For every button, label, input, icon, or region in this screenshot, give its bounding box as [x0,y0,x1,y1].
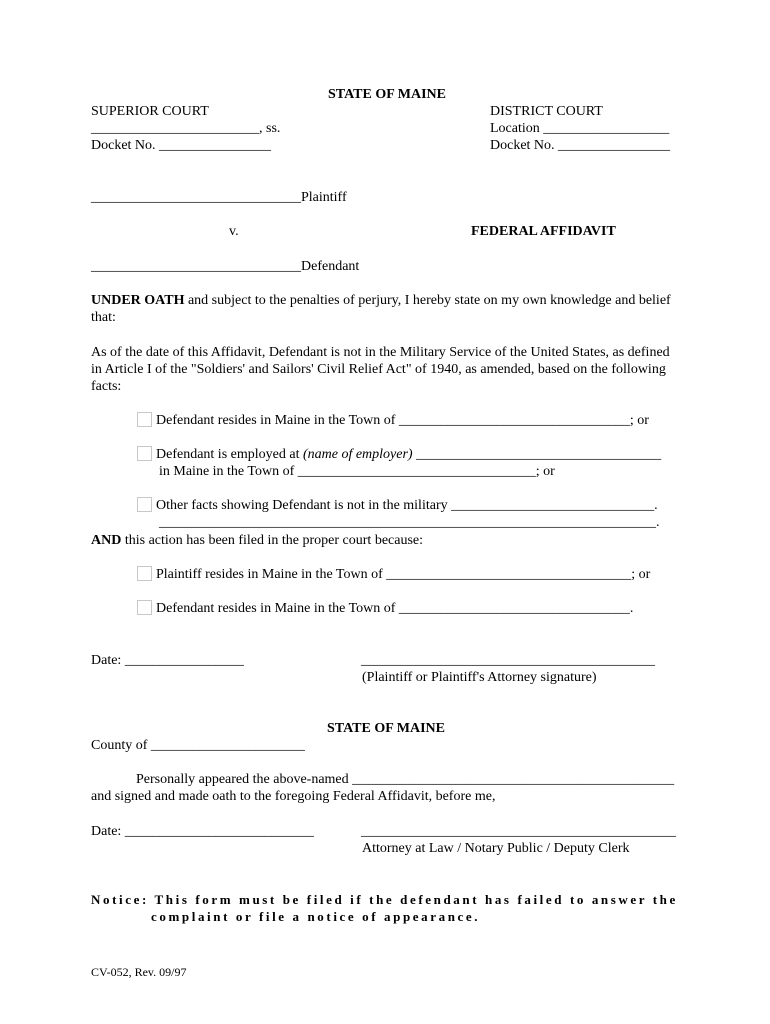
versus-label: v. [229,224,239,239]
defendant-resides-label: Defendant resides in Maine in the Town of _________________________________. [156,601,634,616]
plaintiff-resides-checkbox[interactable] [137,566,152,581]
oath-lead: UNDER OATH [91,293,185,308]
appeared-field[interactable]: Personally appeared the above-named ______________________________________________ [136,772,675,787]
oath-text-continued: that: [91,310,116,325]
venue-statement [91,532,423,549]
form-id: CV-052, Rev. 09/97 [91,965,187,979]
signature-label: (Plaintiff or Plaintiff's Attorney signature) [362,670,597,685]
employed-checkbox[interactable] [137,446,152,461]
notary-signature-line[interactable]: _____________________________________________ [361,824,676,839]
superior-county-field[interactable]: ________________________, ss. [91,121,281,136]
signature-date-field[interactable]: Date: _________________ [91,653,244,668]
fact-option-other [137,497,658,514]
employer-hint: (name of employer) [302,447,413,462]
military-text-line-1: As of the date of this Affidavit, Defendant is not in the Military Service of the United States, as defined [91,345,670,360]
employed-label-b: ___________________________________ [412,447,662,462]
notary-date-field[interactable]: Date: ___________________________ [91,824,314,839]
notary-signature-label: Attorney at Law / Notary Public / Deputy Clerk [362,841,630,856]
fact-option-resides-label: Defendant resides in Maine in the Town of _________________________________; or [156,413,649,428]
defendant-resides-checkbox[interactable] [137,600,152,615]
affidavit-title: FEDERAL AFFIDAVIT [471,224,616,239]
plaintiff-resides-label: Plaintiff resides in Maine in the Town of ___________________________________; or [156,567,651,582]
page-title: STATE OF MAINE [328,87,446,102]
signature-line[interactable]: __________________________________________ [361,653,655,668]
venue-lead: AND [91,533,122,548]
district-docket-field[interactable]: Docket No. ________________ [490,138,671,153]
oath-statement [91,292,671,309]
notary-title: STATE OF MAINE [327,721,445,736]
other-facts-line[interactable]: _______________________________________________________________________. [159,515,660,530]
venue-option-plaintiff [137,566,650,583]
resides-checkbox[interactable] [137,412,152,427]
county-field[interactable]: County of ______________________ [91,738,305,753]
other-facts-label: Other facts showing Defendant is not in the military _____________________________. [156,498,658,513]
district-court-label: DISTRICT COURT [490,104,603,119]
fact-option-resides [137,412,649,429]
military-text-line-3: facts: [91,379,122,394]
defendant-field[interactable]: ______________________________Defendant [91,259,360,274]
superior-court-label: SUPERIOR COURT [91,104,209,119]
venue-text: this action has been filed in the proper court because: [121,533,424,548]
venue-option-defendant [137,600,633,617]
district-location-field[interactable]: Location __________________ [490,121,670,136]
superior-docket-field[interactable]: Docket No. ________________ [91,138,272,153]
fact-option-employed [137,446,661,463]
notice-line-1: Notice: This form must be filed if the defendant has failed to answer the [91,892,678,907]
other-facts-checkbox[interactable] [137,497,152,512]
oath-before-me-text: and signed and made oath to the foregoing Federal Affidavit, before me, [91,789,496,804]
employed-label-a: Defendant is employed at [156,447,303,462]
notice-line-2: complaint or file a notice of appearance. [151,909,481,924]
military-text-line-2: in Article I of the "Soldiers' and Sailors' Civil Relief Act" of 1940, as amended, based on the following [91,362,666,377]
oath-text: and subject to the penalties of perjury, I hereby state on my own knowledge and belief [184,293,671,308]
employed-town-field[interactable]: in Maine in the Town of __________________________________; or [159,464,555,479]
plaintiff-field[interactable]: ______________________________Plaintiff [91,190,347,205]
